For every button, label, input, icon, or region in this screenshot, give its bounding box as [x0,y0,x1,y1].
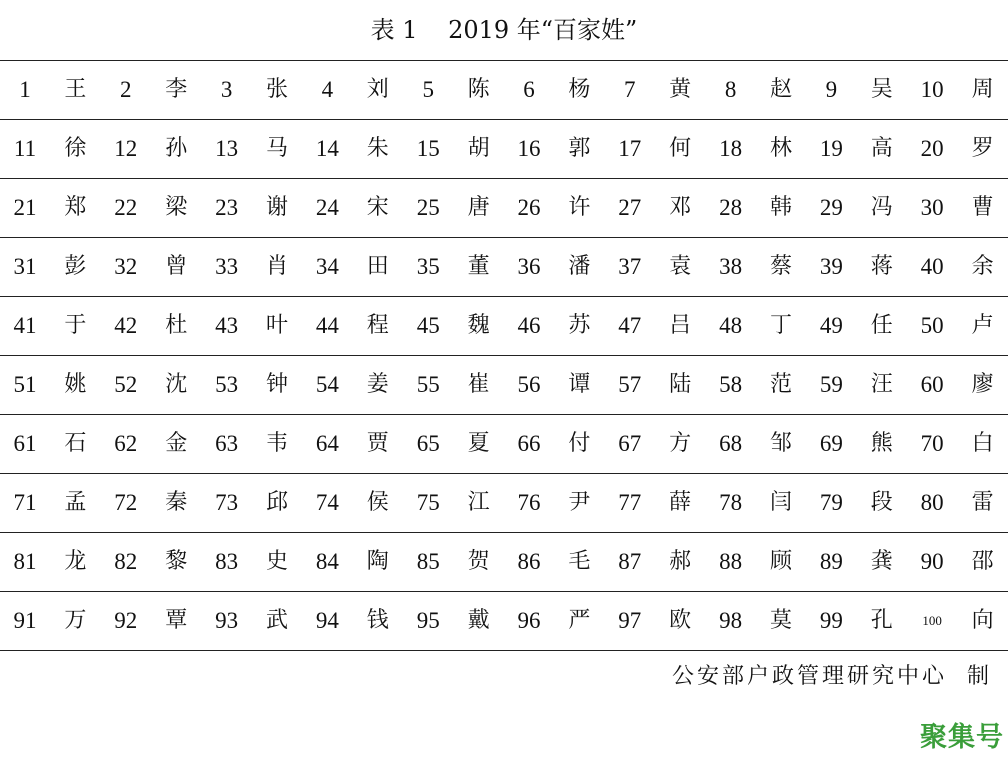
surname-name: 邱 [252,474,303,533]
surname-name: 曹 [957,179,1008,238]
surname-rank: 17 [605,120,655,179]
surname-rank: 15 [403,120,453,179]
surname-rank: 43 [202,297,252,356]
surname-name: 覃 [151,592,202,651]
surname-name: 于 [50,297,101,356]
surname-name: 蒋 [856,238,907,297]
surname-name: 侯 [352,474,403,533]
table-row [0,61,1008,120]
table-row [0,238,1008,297]
surname-rank: 30 [907,179,957,238]
surname-rank: 34 [302,238,352,297]
surname-rank: 14 [302,120,352,179]
surname-rank: 45 [403,297,453,356]
surname-name: 赵 [756,61,807,120]
surname-name: 姚 [50,356,101,415]
surname-name: 吴 [856,61,907,120]
surname-name: 徐 [50,120,101,179]
surname-rank: 80 [907,474,957,533]
surname-name: 韩 [756,179,807,238]
surname-rank: 16 [504,120,554,179]
surname-rank: 59 [806,356,856,415]
surname-rank: 96 [504,592,554,651]
surname-rank: 28 [706,179,756,238]
surname-rank: 3 [202,61,252,120]
surname-name: 戴 [453,592,504,651]
surname-name: 郝 [655,533,706,592]
surname-name: 付 [554,415,605,474]
surname-rank: 4 [302,61,352,120]
watermark-logo: 聚集号 [920,722,1004,753]
surname-rank: 41 [0,297,50,356]
surname-rank: 88 [706,533,756,592]
surname-name: 潘 [554,238,605,297]
surname-rank: 83 [202,533,252,592]
surname-name: 陆 [655,356,706,415]
surname-rank: 71 [0,474,50,533]
surname-rank: 22 [101,179,151,238]
surname-name: 杜 [151,297,202,356]
surname-name: 崔 [453,356,504,415]
surname-name: 李 [151,61,202,120]
surname-name: 丁 [756,297,807,356]
surname-rank: 18 [706,120,756,179]
surname-name: 曾 [151,238,202,297]
surname-rank: 51 [0,356,50,415]
surname-name: 沈 [151,356,202,415]
surname-rank: 91 [0,592,50,651]
surname-rank: 78 [706,474,756,533]
table-row [0,474,1008,533]
surname-rank: 49 [806,297,856,356]
surname-name: 严 [554,592,605,651]
surname-rank: 42 [101,297,151,356]
surname-rank: 81 [0,533,50,592]
surname-table-body [0,61,1008,651]
surname-rank: 10 [907,61,957,120]
table-title: 表 1 2019 年“百家姓” [370,16,638,44]
surname-rank: 92 [101,592,151,651]
surname-rank: 20 [907,120,957,179]
surname-rank: 90 [907,533,957,592]
surname-rank: 6 [504,61,554,120]
surname-name: 董 [453,238,504,297]
surname-rank: 12 [101,120,151,179]
surname-rank: 100 [907,592,957,651]
surname-rank: 21 [0,179,50,238]
surname-rank: 26 [504,179,554,238]
surname-name: 石 [50,415,101,474]
surname-rank: 40 [907,238,957,297]
surname-name: 陈 [453,61,504,120]
surname-name: 何 [655,120,706,179]
surname-rank: 68 [706,415,756,474]
surname-name: 秦 [151,474,202,533]
surname-name: 刘 [352,61,403,120]
surname-name: 孙 [151,120,202,179]
surname-name: 方 [655,415,706,474]
surname-name: 马 [252,120,303,179]
surname-rank: 64 [302,415,352,474]
surname-rank: 37 [605,238,655,297]
surname-name: 段 [856,474,907,533]
surname-rank: 67 [605,415,655,474]
surname-name: 韦 [252,415,303,474]
surname-rank: 69 [806,415,856,474]
table-row [0,415,1008,474]
surname-name: 尹 [554,474,605,533]
surname-rank: 46 [504,297,554,356]
surname-rank: 62 [101,415,151,474]
surname-rank: 13 [202,120,252,179]
surname-rank: 97 [605,592,655,651]
surname-rank: 74 [302,474,352,533]
surname-name: 宋 [352,179,403,238]
surname-name: 黎 [151,533,202,592]
surname-name: 毛 [554,533,605,592]
surname-name: 龙 [50,533,101,592]
surname-rank: 99 [806,592,856,651]
surname-name: 史 [252,533,303,592]
surname-rank: 94 [302,592,352,651]
surname-rank: 33 [202,238,252,297]
surname-rank: 77 [605,474,655,533]
surname-rank: 36 [504,238,554,297]
surname-name: 邵 [957,533,1008,592]
surname-rank: 58 [706,356,756,415]
table-row [0,533,1008,592]
surname-rank: 31 [0,238,50,297]
surname-name: 谢 [252,179,303,238]
surname-rank: 98 [706,592,756,651]
surname-name: 白 [957,415,1008,474]
surname-rank: 7 [605,61,655,120]
surname-name: 唐 [453,179,504,238]
surname-rank: 72 [101,474,151,533]
surname-name: 钱 [352,592,403,651]
surname-rank: 35 [403,238,453,297]
surname-name: 雷 [957,474,1008,533]
surname-name: 闫 [756,474,807,533]
surname-table [0,60,1008,651]
surname-name: 张 [252,61,303,120]
surname-rank: 52 [101,356,151,415]
surname-rank: 93 [202,592,252,651]
surname-name: 许 [554,179,605,238]
surname-name: 彭 [50,238,101,297]
surname-name: 袁 [655,238,706,297]
surname-rank: 47 [605,297,655,356]
surname-name: 田 [352,238,403,297]
surname-rank: 38 [706,238,756,297]
surname-name: 莫 [756,592,807,651]
surname-rank: 9 [806,61,856,120]
table-row [0,592,1008,651]
surname-name: 程 [352,297,403,356]
surname-rank: 29 [806,179,856,238]
surname-name: 钟 [252,356,303,415]
surname-name: 万 [50,592,101,651]
surname-name: 冯 [856,179,907,238]
surname-rank: 32 [101,238,151,297]
surname-rank: 57 [605,356,655,415]
surname-name: 吕 [655,297,706,356]
surname-rank: 56 [504,356,554,415]
surname-name: 黄 [655,61,706,120]
table-row [0,120,1008,179]
surname-name: 梁 [151,179,202,238]
surname-rank: 79 [806,474,856,533]
surname-name: 邹 [756,415,807,474]
surname-name: 贺 [453,533,504,592]
surname-rank: 27 [605,179,655,238]
surname-name: 邓 [655,179,706,238]
surname-name: 江 [453,474,504,533]
surname-name: 杨 [554,61,605,120]
table-row [0,356,1008,415]
surname-rank: 23 [202,179,252,238]
surname-rank: 1 [0,61,50,120]
surname-rank: 63 [202,415,252,474]
surname-name: 孟 [50,474,101,533]
surname-name: 薛 [655,474,706,533]
surname-rank: 70 [907,415,957,474]
table-row [0,179,1008,238]
surname-rank: 25 [403,179,453,238]
surname-rank: 84 [302,533,352,592]
surname-name: 谭 [554,356,605,415]
surname-name: 武 [252,592,303,651]
surname-rank: 55 [403,356,453,415]
surname-rank: 24 [302,179,352,238]
surname-name: 王 [50,61,101,120]
surname-name: 姜 [352,356,403,415]
surname-name: 肖 [252,238,303,297]
surname-rank: 82 [101,533,151,592]
surname-rank: 87 [605,533,655,592]
surname-rank: 85 [403,533,453,592]
surname-rank: 11 [0,120,50,179]
surname-name: 林 [756,120,807,179]
surname-rank: 2 [101,61,151,120]
table-row [0,297,1008,356]
surname-name: 罗 [957,120,1008,179]
surname-rank: 48 [706,297,756,356]
surname-rank: 5 [403,61,453,120]
surname-rank: 95 [403,592,453,651]
surname-rank: 60 [907,356,957,415]
surname-rank: 19 [806,120,856,179]
surname-name: 郭 [554,120,605,179]
surname-rank: 86 [504,533,554,592]
surname-name: 余 [957,238,1008,297]
surname-rank: 73 [202,474,252,533]
surname-name: 郑 [50,179,101,238]
surname-name: 范 [756,356,807,415]
surname-name: 任 [856,297,907,356]
surname-rank: 65 [403,415,453,474]
surname-name: 贾 [352,415,403,474]
surname-rank: 54 [302,356,352,415]
surname-name: 夏 [453,415,504,474]
surname-rank: 76 [504,474,554,533]
surname-rank: 8 [706,61,756,120]
surname-rank: 89 [806,533,856,592]
surname-rank: 75 [403,474,453,533]
surname-name: 魏 [453,297,504,356]
surname-rank: 66 [504,415,554,474]
surname-rank: 53 [202,356,252,415]
surname-name: 汪 [856,356,907,415]
surname-name: 向 [957,592,1008,651]
surname-name: 陶 [352,533,403,592]
surname-name: 蔡 [756,238,807,297]
surname-name: 周 [957,61,1008,120]
surname-rank: 50 [907,297,957,356]
surname-name: 胡 [453,120,504,179]
surname-name: 顾 [756,533,807,592]
footer-credit: 公安部户政管理研究中心 制 [672,664,992,689]
surname-rank: 61 [0,415,50,474]
surname-name: 朱 [352,120,403,179]
surname-name: 苏 [554,297,605,356]
surname-name: 卢 [957,297,1008,356]
surname-rank: 39 [806,238,856,297]
surname-name: 孔 [856,592,907,651]
surname-rank: 44 [302,297,352,356]
surname-name: 金 [151,415,202,474]
surname-name: 廖 [957,356,1008,415]
surname-name: 叶 [252,297,303,356]
surname-name: 欧 [655,592,706,651]
surname-name: 高 [856,120,907,179]
surname-name: 熊 [856,415,907,474]
surname-name: 龚 [856,533,907,592]
